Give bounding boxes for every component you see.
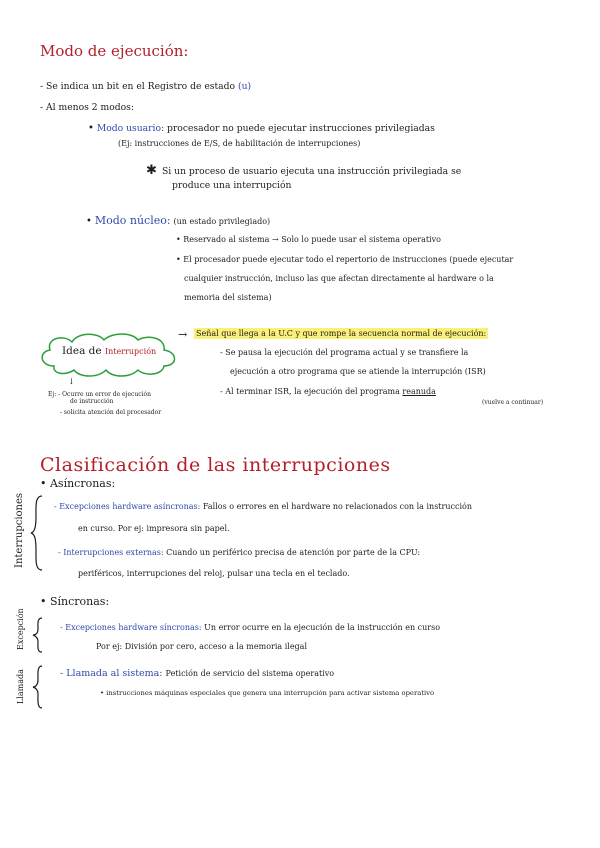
brace-interrupciones bbox=[30, 494, 46, 572]
cloud-prefix: Idea de bbox=[62, 345, 102, 357]
asincronas-title: • Asíncronas: bbox=[40, 477, 116, 490]
bit-u: (u) bbox=[237, 81, 252, 92]
modo-usuario-label: Modo usuario: bbox=[96, 123, 165, 134]
modo-usuario-note-2: produce una interrupción bbox=[172, 180, 292, 191]
brace-llamada bbox=[32, 664, 46, 710]
exc-sync-example: Por ej: División por cero, acceso a la memoria ilegal bbox=[96, 642, 307, 651]
nucleo-bullet-procesador-2: cualquier instrucción, incluso las que afectan directamente al hardware o la bbox=[184, 274, 494, 283]
isr-end-line bbox=[220, 388, 436, 396]
star-icon: ✱ bbox=[146, 163, 157, 178]
modo-nucleo-line: • Modo núcleo: (un estado privilegiado) bbox=[86, 214, 271, 227]
cause-atencion: - solicita atención del procesador bbox=[60, 409, 162, 416]
modo-usuario-text: procesador no puede ejecutar instrucciones privilegiadas bbox=[167, 123, 435, 134]
nucleo-bullet-procesador-3: memoria del sistema) bbox=[184, 293, 272, 302]
llamada-label: - Llamada al sistema: bbox=[60, 668, 163, 679]
modo-usuario-example: (Ej: instrucciones de E/S, de habilitación de interrupciones) bbox=[118, 139, 361, 148]
exc-sync-text: Un error ocurre en la ejecución de la instrucción en curso bbox=[204, 623, 441, 632]
exc-sync-label: - Excepciones hardware síncronas: bbox=[60, 623, 202, 632]
bullet-registro-estado bbox=[40, 82, 251, 91]
bullet-dos-modos: - Al menos 2 modos: bbox=[40, 102, 134, 113]
interrupciones-side-label: Interrupciones bbox=[14, 492, 25, 568]
sincronas-title: • Síncronas: bbox=[40, 595, 110, 608]
brace-excepcion bbox=[32, 616, 46, 654]
section-title-clasificacion: Clasificación de las interrupciones bbox=[40, 454, 391, 476]
signal-highlight: Señal que llega a la U.C y que rompe la secuencia normal de ejecución: bbox=[196, 329, 487, 338]
excepcion-side-label: Excepción bbox=[16, 608, 25, 650]
reanuda-word: reanuda bbox=[402, 387, 436, 396]
exc-async-example: en curso. Por ej: impresora sin papel. bbox=[78, 524, 230, 533]
down-arrow-icon: ↓ bbox=[68, 377, 75, 386]
signal-definition bbox=[194, 330, 488, 338]
section-title-modo-ejecucion: Modo de ejecución: bbox=[40, 42, 189, 60]
cloud-word: Interrupción bbox=[104, 347, 157, 356]
modo-nucleo-text: (un estado privilegiado) bbox=[173, 217, 271, 226]
isr-end-text: - Al terminar ISR, la ejecución del programa bbox=[220, 387, 400, 396]
int-ext-label: - Interrupciones externas: bbox=[58, 548, 164, 557]
pause-line-1: - Se pausa la ejecución del programa actual y se transfiere la bbox=[220, 348, 469, 357]
cause-error-2: de instrucción bbox=[70, 398, 114, 405]
nucleo-bullet-procesador-1: • El procesador puede ejecutar todo el repertorio de instrucciones (puede ejecutar bbox=[176, 255, 514, 264]
int-ext-text: Cuando un periférico precisa de atención por parte de la CPU: bbox=[166, 548, 421, 557]
llamada-detail: • instrucciones máquinas especiales que genera una interrupción para activar sistema operativo bbox=[100, 689, 435, 697]
nucleo-bullet-reservado: • Reservado al sistema → Solo lo puede usar el sistema operativo bbox=[176, 235, 441, 244]
llamada-text: Petición de servicio del sistema operativo bbox=[165, 669, 335, 678]
bullet-registro-text: - Se indica un bit en el Registro de estado bbox=[40, 81, 236, 92]
exc-async-label: - Excepciones hardware asíncronas: bbox=[54, 502, 201, 511]
vuelve-continuar: (vuelve a continuar) bbox=[482, 399, 544, 406]
modo-nucleo-label: Modo núcleo: bbox=[94, 214, 171, 227]
llamada-side-label: Llamada bbox=[16, 669, 25, 704]
cause-error: Ej: - Ocurre un error de ejecución bbox=[48, 391, 151, 398]
int-ext-line bbox=[58, 549, 420, 557]
exc-async-text: Fallos o errores en el hardware no relacionados con la instrucción bbox=[202, 502, 472, 511]
cloud-label bbox=[62, 346, 156, 357]
llamada-line bbox=[60, 669, 334, 679]
pause-line-2: ejecución a otro programa que se atiende la interrupción (ISR) bbox=[230, 367, 486, 376]
arrow-icon: → bbox=[178, 328, 188, 341]
modo-usuario-note-1: Si un proceso de usuario ejecuta una instrucción privilegiada se bbox=[162, 166, 462, 177]
int-ext-example: periféricos, interrupciones del reloj, pulsar una tecla en el teclado. bbox=[78, 569, 350, 578]
exc-async-line bbox=[54, 503, 472, 511]
modo-usuario-line: • Modo usuario: procesador no puede ejecutar instrucciones privilegiadas bbox=[88, 123, 435, 134]
exc-sync-line bbox=[60, 624, 440, 632]
